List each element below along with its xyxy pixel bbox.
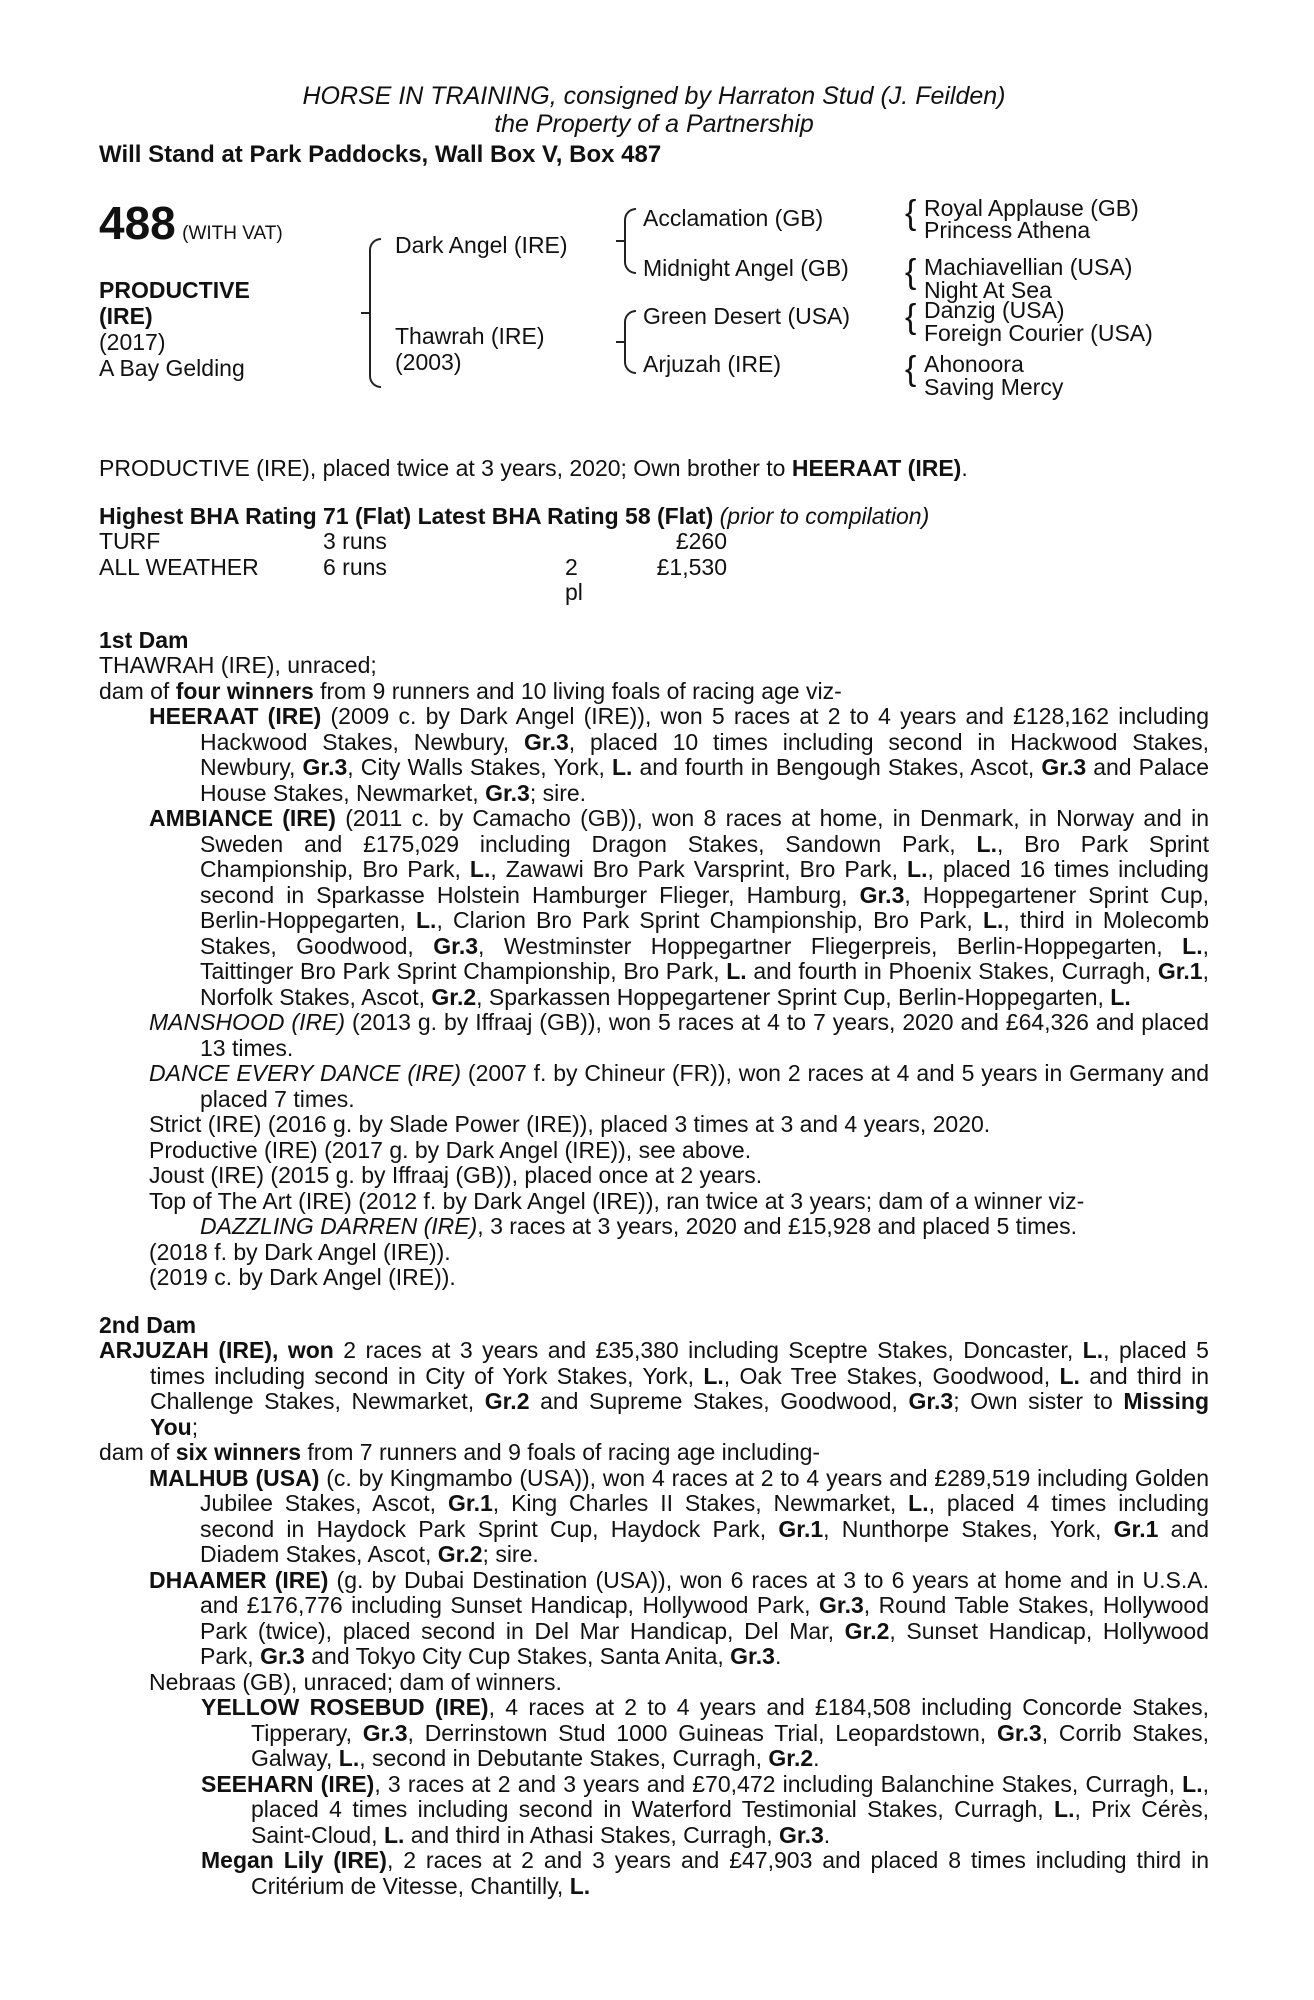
second-dam-section bbox=[99, 1313, 1209, 1900]
sire-sire-dam: Princess Athena bbox=[924, 217, 1091, 243]
produce-entry: (2018 f. by Dark Angel (IRE)). bbox=[149, 1238, 451, 1265]
brace-glyph: { bbox=[905, 194, 917, 232]
produce-entry: DANCE EVERY DANCE (IRE) (2007 f. by Chineur (FR)), won 2 races at 4 and 5 years in Germany and placed 7 times. bbox=[149, 1060, 1209, 1112]
produce-entry: MALHUB (USA) (c. by Kingmambo (USA)), won 4 races at 2 to 4 years and £289,519 including Golden Jubilee Stakes, Ascot, Gr.1, King Charles II Stakes, Newmarket, L., placed 4 times including second in Haydock Park Sprint Cup, Haydock Park, Gr.1, Nunthorpe Stakes, York, Gr.1 and Diadem Stakes, Ascot, Gr.2; sire. bbox=[149, 1464, 1210, 1567]
produce-entry: HEERAAT (IRE) (2009 c. by Dark Angel (IRE)), won 5 races at 2 to 4 years and £128,162 including Hackwood Stakes, Newbury, Gr.3, placed 10 times including second in Hackwood Stakes, Newbury, Gr.3, City Walls Stakes, York, L. and fourth in Bengough Stakes, Ascot, Gr.3 and Palace House Stakes, Newmarket, Gr.3; sire. bbox=[149, 703, 1209, 806]
produce-entry: Nebraas (GB), unraced; dam of winners. bbox=[149, 1668, 562, 1695]
sire-sire: Acclamation (GB) bbox=[643, 205, 824, 231]
section-heading: 1st Dam bbox=[99, 626, 189, 653]
lot-number-line bbox=[99, 197, 283, 249]
dam-dam: Arjuzah (IRE) bbox=[643, 351, 782, 377]
sire-sire-sire: Royal Applause (GB) bbox=[924, 195, 1139, 221]
pedigree-block bbox=[99, 194, 1209, 432]
vat-label: (WITH VAT) bbox=[182, 223, 283, 244]
horse-year: (2017) bbox=[99, 329, 166, 355]
brace-glyph: { bbox=[905, 298, 917, 336]
produce-entry: Top of The Art (IRE) (2012 f. by Dark Angel (IRE)), ran twice at 3 years; dam of a winner viz- bbox=[149, 1187, 1085, 1214]
rating-section bbox=[99, 504, 1209, 606]
brother-name: HEERAAT (IRE) bbox=[791, 455, 962, 481]
dam-sire: Green Desert (USA) bbox=[643, 303, 851, 329]
grandproduce-entry: YELLOW ROSEBUD (IRE), 4 races at 2 to 4 years and £184,508 including Concorde Stakes, Tipperary, Gr.3, Derrinstown Stud 1000 Guineas Trial, Leopardstown, Gr.3, Corrib Stakes, Galway, L., second in Debutante Stakes, Curragh, Gr.2. bbox=[201, 1694, 1209, 1771]
rating-row: ALL WEATHER 6 runs 2 pl £1,530 bbox=[99, 553, 727, 605]
dam-line: THAWRAH (IRE), unraced; bbox=[99, 652, 377, 678]
dam-dam-dam: Saving Mercy bbox=[924, 374, 1064, 400]
produce-entry: AMBIANCE (IRE) (2011 c. by Camacho (GB)), won 8 races at home, in Denmark, in Norway and in Sweden and £175,029 including Dragon Stakes, Sandown Park, L., Bro Park Sprint Championship, Bro Park, L., Zawawi Bro Park Varsprint, Bro Park, L., placed 16 times including second in Sparkasse Holstein Hamburger Flieger, Hamburg, Gr.3, Hoppegartener Sprint Cup, Berlin-Hoppegarten, L., Clarion Bro Park Sprint Championship, Bro Park, L., third in Molecomb Stakes, Goodwood, Gr.3, Westminster Hoppegartner Fliegerpreis, Berlin-Hoppegarten, L., Taittinger Bro Park Sprint Championship, Bro Park, L. and fourth in Phoenix Stakes, Curragh, Gr.1, Norfolk Stakes, Ascot, Gr.2, Sparkassen Hoppegartener Sprint Cup, Berlin-Hoppegarten, L. bbox=[149, 805, 1210, 1010]
brace-glyph: { bbox=[905, 253, 917, 291]
stand-line: Will Stand at Park Paddocks, Wall Box V, Box 487 bbox=[99, 141, 662, 168]
produce-entry: (2019 c. by Dark Angel (IRE)). bbox=[149, 1264, 456, 1290]
dam-sire-sire: Danzig (USA) bbox=[924, 297, 1065, 323]
dam-line-brace bbox=[624, 310, 636, 374]
horse-description: A Bay Gelding bbox=[99, 355, 245, 381]
produce-entry: MANSHOOD (IRE) (2013 g. by Iffraaj (GB)), won 5 races at 4 to 7 years, 2020 and £64,326 and placed 13 times. bbox=[149, 1009, 1209, 1061]
produce-entry: Productive (IRE) (2017 g. by Dark Angel (IRE)), see above. bbox=[149, 1136, 752, 1163]
dam-line: ARJUZAH (IRE), won 2 races at 3 years and £35,380 including Sceptre Stakes, Doncaster, L., placed 5 times including second in City of York Stakes, York, L., Oak Tree Stakes, Goodwood, L. and third in Challenge Stakes, Newmarket, Gr.2 and Supreme Stakes, Goodwood, Gr.3; Own sister to Missing You; bbox=[99, 1337, 1210, 1440]
dam-produce-summary: dam of six winners from 7 runners and 9 foals of racing age including- bbox=[99, 1439, 821, 1465]
sire-dam-brace bbox=[369, 238, 381, 388]
brace-glyph: { bbox=[905, 350, 917, 388]
dam-name: Thawrah (IRE) bbox=[395, 323, 545, 349]
race-record-summary: PRODUCTIVE (IRE), placed twice at 3 years, 2020; Own brother to HEERAAT (IRE). bbox=[99, 455, 968, 481]
sire-dam-dam: Night At Sea bbox=[924, 277, 1052, 303]
lot-number: 488 bbox=[99, 197, 176, 249]
first-dam-section bbox=[99, 628, 1209, 1291]
dam-year: (2003) bbox=[395, 349, 462, 375]
rating-line: Highest BHA Rating 71 (Flat) Latest BHA Rating 58 (Flat) (prior to compilation) bbox=[99, 502, 930, 529]
horse-name: PRODUCTIVE bbox=[99, 277, 250, 303]
produce-entry: DHAAMER (IRE) (g. by Dubai Destination (USA)), won 6 races at 3 to 6 years at home and in U.S.A. and £176,776 including Sunset Handicap, Hollywood Park, Gr.3, Round Table Stakes, Hollywood Park (twice), placed second in Del Mar Handicap, Del Mar, Gr.2, Sunset Handicap, Hollywood Park, Gr.3 and Tokyo City Cup Stakes, Santa Anita, Gr.3. bbox=[149, 1566, 1209, 1669]
rating-row: TURF 3 runs £260 bbox=[99, 528, 727, 554]
grandproduce-entry: Megan Lily (IRE), 2 races at 2 and 3 years and £47,903 and placed 8 times including third in Critérium de Vitesse, Chantilly, L. bbox=[201, 1847, 1210, 1899]
produce-entry: Joust (IRE) (2015 g. by Iffraaj (GB)), placed once at 2 years. bbox=[149, 1162, 763, 1188]
section-heading: 2nd Dam bbox=[99, 1311, 197, 1338]
property-line: the Property of a Partnership bbox=[494, 110, 814, 138]
sire-dam: Midnight Angel (GB) bbox=[643, 255, 849, 281]
sire-name: Dark Angel (IRE) bbox=[395, 232, 568, 258]
horse-country: (IRE) bbox=[99, 303, 153, 329]
dam-sire-dam: Foreign Courier (USA) bbox=[924, 320, 1153, 346]
catalogue-page bbox=[99, 82, 1209, 1899]
grandproduce-entry: DAZZLING DARREN (IRE), 3 races at 3 years, 2020 and £15,928 and placed 5 times. bbox=[200, 1213, 1077, 1239]
produce-entry: Strict (IRE) (2016 g. by Slade Power (IRE)), placed 3 times at 3 and 4 years, 2020. bbox=[149, 1111, 991, 1137]
sire-line-brace bbox=[624, 208, 636, 274]
consignor-line: HORSE IN TRAINING, consigned by Harraton Stud (J. Feilden) bbox=[302, 82, 1006, 110]
dam-dam-sire: Ahonoora bbox=[924, 351, 1024, 377]
grandproduce-entry: SEEHARN (IRE), 3 races at 2 and 3 years and £70,472 including Balanchine Stakes, Curragh, L., placed 4 times including second in Waterford Testimonial Stakes, Curragh, L., Prix Cérès, Saint-Cloud, L. and third in Athasi Stakes, Curragh, Gr.3. bbox=[201, 1770, 1209, 1848]
dam-produce-summary: dam of four winners from 9 runners and 10 living foals of racing age viz- bbox=[99, 677, 842, 704]
sire-dam-sire: Machiavellian (USA) bbox=[924, 254, 1133, 280]
